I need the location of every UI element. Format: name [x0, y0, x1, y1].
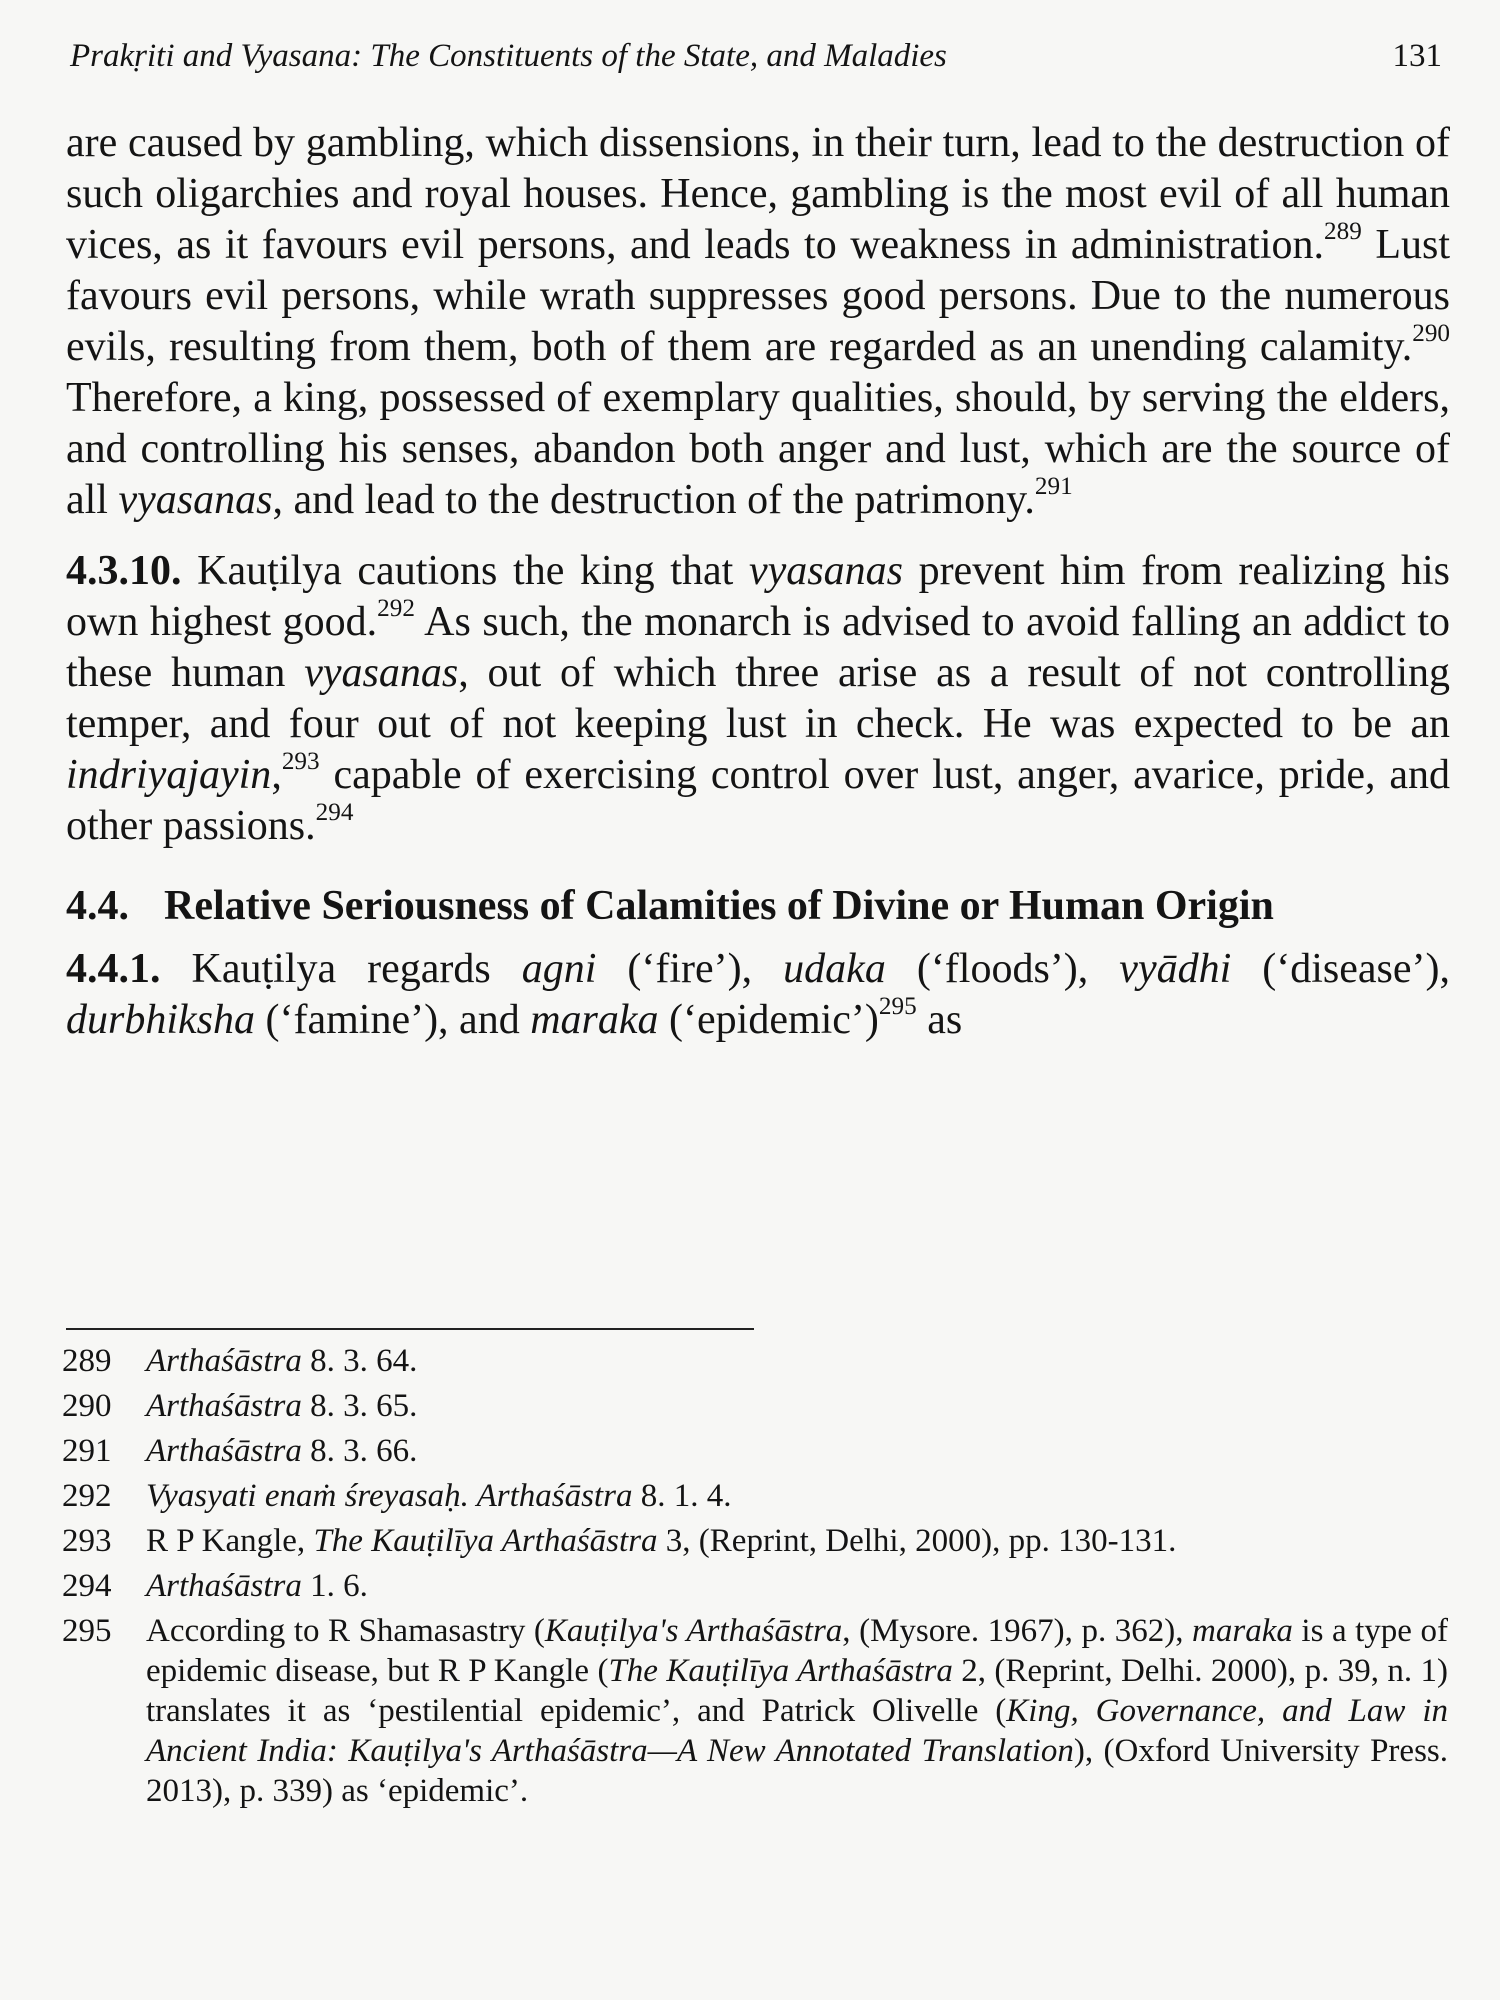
footnote-ref-292[interactable]: 292: [377, 595, 415, 623]
footnote-number: 289: [62, 1343, 112, 1379]
paragraph-4-4-1: 4.4.1. Kauṭilya regards agni (‘fire’), udaka (‘floods’), vyādhi (‘disease’), durbhiksha (‘famine’), and maraka (‘epidemic’)$^{295}$ as: [66, 946, 1450, 1043]
footnote-ref-293[interactable]: 293: [281, 748, 320, 776]
footnote-292: 292 Vyasyati enaṁ śreyasaḥ. Arthaśāstra 8. 1. 4.: [62, 1478, 732, 1514]
section-number: 4.4.1.: [66, 946, 161, 992]
footnote-number: 291: [62, 1433, 112, 1469]
footnote-number: 293: [62, 1523, 112, 1559]
heading-number: 4.4.: [66, 883, 129, 929]
footnotes: [62, 1341, 1448, 1816]
heading-text: Relative Seriousness of Calamities of Divine or Human Origin: [164, 883, 1274, 929]
footnote-ref-289[interactable]: 289: [1324, 218, 1362, 246]
footnote-290: 290 Arthaśāstra 8. 3. 65.: [62, 1388, 418, 1424]
body-text: [66, 118, 1450, 1046]
footnote-number: 294: [62, 1568, 112, 1604]
section-number: 4.3.10.: [66, 548, 182, 594]
running-title: Prakṛiti and Vyasana: The Constituents of the State, and Maladies: [70, 38, 947, 74]
footnote-number: 295: [62, 1613, 112, 1649]
footnote-289: 289 Arthaśāstra 8. 3. 64.: [62, 1343, 418, 1379]
footnote-number: 292: [62, 1478, 112, 1514]
footnote-ref-294[interactable]: 294: [315, 799, 354, 827]
footnote-291: 291 Arthaśāstra 8. 3. 66.: [62, 1433, 418, 1469]
footnote-ref-290[interactable]: 290: [1412, 320, 1450, 348]
page-number: 131: [1392, 38, 1442, 74]
running-head: [70, 38, 1442, 75]
footnote-293: 293 R P Kangle, The Kauṭilīya Arthaśāstra 3, (Reprint, Delhi, 2000), pp. 130-131.: [62, 1523, 1177, 1559]
footnote-divider: [66, 1328, 754, 1330]
footnote-ref-295[interactable]: 295: [878, 993, 917, 1021]
footnote-294: 294 Arthaśāstra 1. 6.: [62, 1568, 368, 1604]
section-heading: [66, 880, 1450, 932]
paragraph-1: are caused by gambling, which dissensions, in their turn, lead to the destruction of such oligarchies and royal houses. Hence, gambling is the most evil of all human vices, as it favours evil persons, and leads to weakness in administration.$^{289}$ Lust favours evil persons, while wrath suppresses good persons. Due to the numerous evils, resulting from them, both of them are regarded as an unending calamity.$^{290}$ Therefore, a king, possessed of exemplary qualities, should, by serving the elders, and controlling his senses, abandon both anger and lust, which are the source of all vyasanas, and lead to the destruction of the patrimony.$^{291}$: [66, 120, 1450, 523]
footnote-295: 295 According to R Shamasastry (Kauṭilya's Arthaśāstra, (Mysore. 1967), p. 362), maraka is a type of epidemic disease, but R P Kangle (The Kauṭilīya Arthaśāstra 2, (Reprint, Delhi. 2000), p. 39, n. 1) translates it as ‘pestilential epidemic’, and Patrick Olivelle (King, Governance, and Law in Ancient India: Kauṭilya's Arthaśāstra—A New Annotated Translation), (Oxford University Press. 2013), p. 339) as ‘epidemic’.: [62, 1613, 1449, 1809]
footnote-ref-291[interactable]: 291: [1034, 473, 1073, 501]
paragraph-4-3-10: 4.3.10. Kauṭilya cautions the king that vyasanas prevent him from realizing his own highest good.$^{292}$ As such, the monarch is advised to avoid falling an addict to these human vyasanas, out of which three arise as a result of not controlling temper, and four out of not keeping lust in check. He was expected to be an indriyajayin,$^{293}$ capable of exercising control over lust, anger, avarice, pride, and other passions.$^{294}$: [66, 548, 1451, 849]
footnote-number: 290: [62, 1388, 112, 1424]
